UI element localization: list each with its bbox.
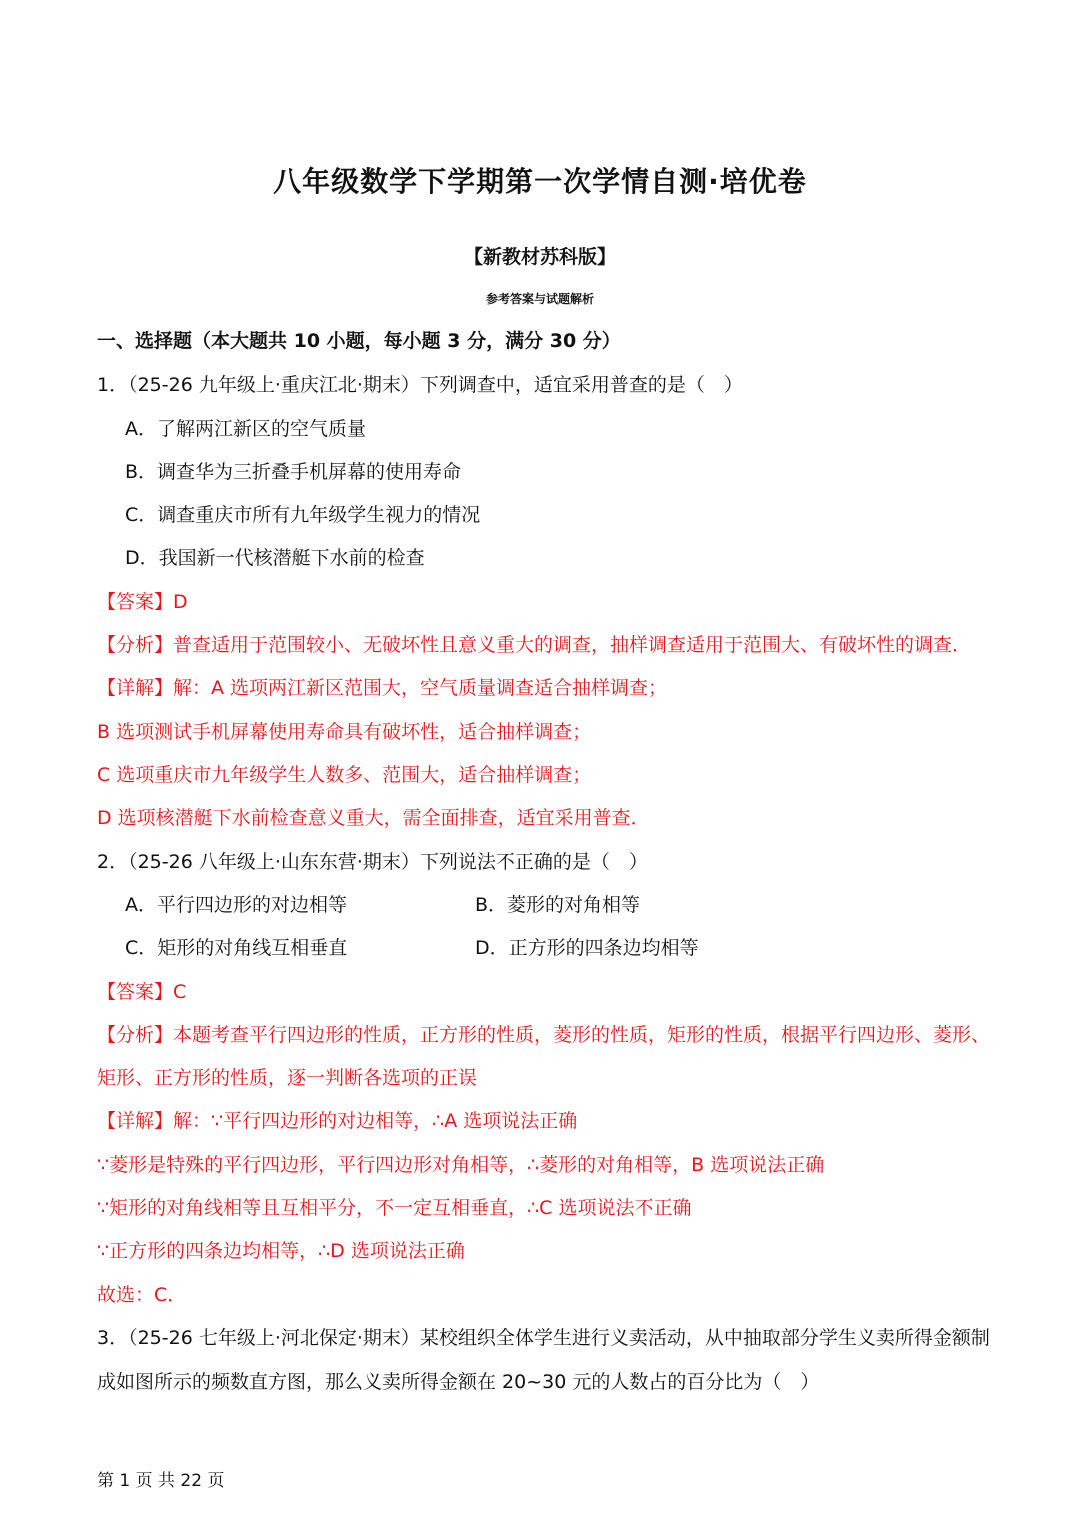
q2-conclusion: 故选：C．: [97, 1284, 187, 1306]
q1-detail-line: [97, 675, 667, 701]
q2-analysis-line: [97, 1022, 990, 1048]
q3-stem-0: 3．（25-26 七年级上·河北保定·期末）某校组织全体学生进行义卖活动，从中抽取部分学生义卖所得金额制: [97, 1327, 990, 1349]
document-subtitle: 【新教材苏科版】: [463, 246, 616, 268]
q1-stem: 1．（25-26 九年级上·重庆江北·期末）下列调查中，适宜采用普查的是（ ）: [97, 374, 743, 396]
q2-option-b: B．菱形的对角相等: [475, 894, 641, 916]
q2-analysis-tag: 【分析】: [97, 1024, 174, 1046]
q1-option-b: B．调查华为三折叠手机屏幕的使用寿命: [125, 461, 462, 483]
q3-stem-1: 成如图所示的频数直方图，那么义卖所得金额在 20~30 元的人数占的百分比为（ ）: [97, 1371, 820, 1393]
q2-detail-line: [97, 1108, 577, 1134]
answer-caption: 参考答案与试题解析: [485, 292, 594, 306]
q1-option-d: D．我国新一代核潜艇下水前的检查: [125, 547, 425, 569]
q2-detail-tag: 【详解】: [97, 1110, 174, 1132]
q1-answer: D: [173, 591, 188, 613]
section-heading: 一、选择题（本大题共 10 小题，每小题 3 分，满分 30 分）: [97, 330, 621, 352]
page-number: 第 1 页 共 22 页: [97, 1471, 225, 1491]
q2-answer-line: [97, 979, 186, 1005]
q1-detail-tag: 【详解】: [97, 677, 174, 699]
q2-option-a: A．平行四边形的对边相等: [125, 894, 347, 916]
q1-analysis: 普查适用于范围较小、无破坏性且意义重大的调查，抽样调查适用于范围大、有破坏性的调查．: [173, 634, 972, 656]
q2-detail-2: ∵矩形的对角线相等且互相平分，不一定互相垂直，∴C 选项说法不正确: [97, 1197, 692, 1219]
q2-option-d: D．正方形的四条边均相等: [475, 937, 699, 959]
q2-detail-0: 解：∵平行四边形的对边相等，∴A 选项说法正确: [173, 1110, 578, 1132]
q1-detail-3: D 选项核潜艇下水前检查意义重大，需全面排查，适宜采用普查．: [97, 807, 650, 829]
q2-detail-3: ∵正方形的四条边均相等，∴D 选项说法正确: [97, 1240, 465, 1262]
q1-detail-0: 解：A 选项两江新区范围大，空气质量调查适合抽样调查；: [173, 677, 668, 699]
q2-analysis-1: 矩形、正方形的性质，逐一判断各选项的正误: [97, 1067, 478, 1089]
q2-answer-tag: 【答案】: [97, 981, 174, 1003]
q1-option-a: A．了解两江新区的空气质量: [125, 418, 366, 440]
q2-answer: C: [173, 981, 187, 1003]
q1-answer-tag: 【答案】: [97, 591, 174, 613]
q1-detail-2: C 选项重庆市九年级学生人数多、范围大，适合抽样调查；: [97, 764, 592, 786]
q1-detail-1: B 选项测试手机屏幕使用寿命具有破坏性，适合抽样调查；: [97, 721, 592, 743]
q1-option-c: C．调查重庆市所有九年级学生视力的情况: [125, 504, 481, 526]
q2-stem: 2．（25-26 八年级上·山东东营·期末）下列说法不正确的是（ ）: [97, 851, 648, 873]
q1-analysis-tag: 【分析】: [97, 634, 174, 656]
q2-detail-1: ∵菱形是特殊的平行四边形，平行四边形对角相等，∴菱形的对角相等，B 选项说法正确: [97, 1154, 825, 1176]
document-title: 八年级数学下学期第一次学情自测·培优卷: [273, 165, 807, 198]
q2-option-c: C．矩形的对角线互相垂直: [125, 937, 348, 959]
q2-analysis-0: 本题考查平行四边形的性质，正方形的性质，菱形的性质，矩形的性质，根据平行四边形、菱形、: [173, 1024, 991, 1046]
q1-answer-line: [97, 589, 188, 615]
q1-analysis-line: [97, 632, 971, 658]
